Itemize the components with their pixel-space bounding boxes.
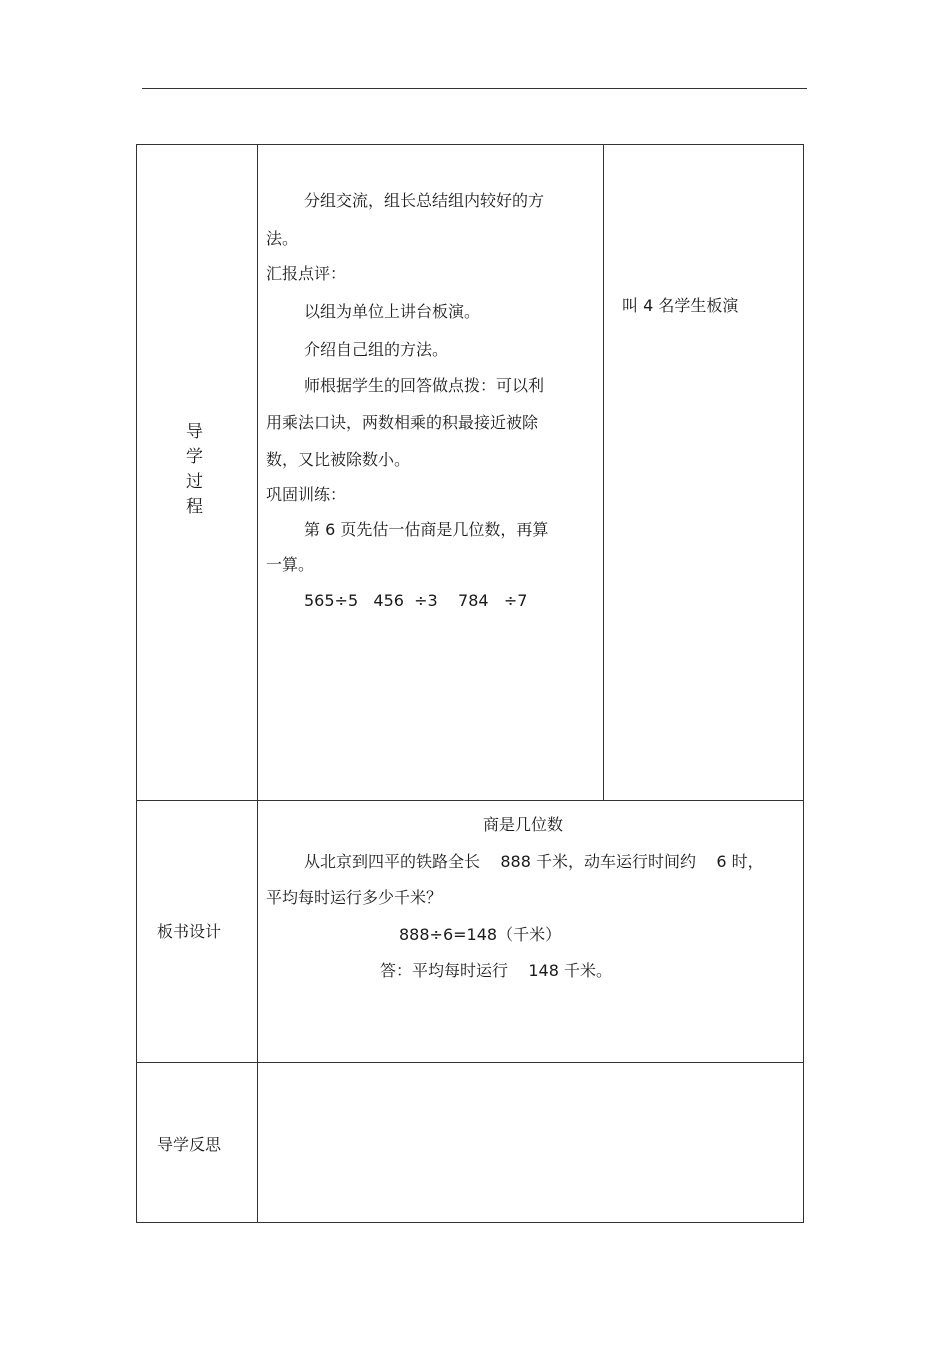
process-label-char: 过: [186, 472, 203, 492]
process-note: 叫 4 名学生板演: [622, 296, 739, 315]
process-line-2: 法。: [266, 229, 299, 248]
board-problem-line-1: 从北京到四平的铁路全长 888 千米，动车运行时间约 6 时，: [304, 852, 764, 871]
process-label-char: 程: [186, 497, 203, 517]
process-line-11: 一算。: [266, 555, 315, 574]
reflection-label: 导学反思: [157, 1135, 222, 1154]
process-line-3: 汇报点评：: [266, 264, 347, 283]
board-label: 板书设计: [157, 922, 222, 941]
process-line-6: 师根据学生的回答做点拨：可以利: [304, 376, 545, 395]
process-line-10: 第 6 页先估一估商是几位数，再算: [304, 520, 549, 539]
board-answer: 答：平均每时运行 148 千米。: [380, 961, 612, 980]
process-label: [186, 424, 203, 516]
process-exercise-line: 565÷5 456 ÷3 784 ÷7: [304, 591, 528, 610]
process-line-9: 巩固训练：: [266, 485, 347, 504]
process-line-4: 以组为单位上讲台板演。: [304, 302, 481, 321]
column-divider-right: [603, 144, 604, 801]
header-rule: [142, 88, 807, 89]
process-line-1: 分组交流，组长总结组内较好的方: [304, 191, 545, 210]
board-problem-line-2: 平均每时运行多少千米？: [266, 888, 443, 907]
process-label-char: 导: [186, 422, 203, 442]
process-line-7: 用乘法口诀，两数相乘的积最接近被除: [266, 413, 539, 432]
process-line-5: 介绍自己组的方法。: [304, 340, 449, 359]
row-divider-1: [136, 800, 804, 801]
process-line-8: 数，又比被除数小。: [266, 450, 411, 469]
board-equation: 888÷6=148（千米）: [399, 925, 562, 944]
row-divider-2: [136, 1062, 804, 1063]
process-label-char: 学: [186, 447, 203, 467]
board-title: 商是几位数: [483, 815, 564, 834]
